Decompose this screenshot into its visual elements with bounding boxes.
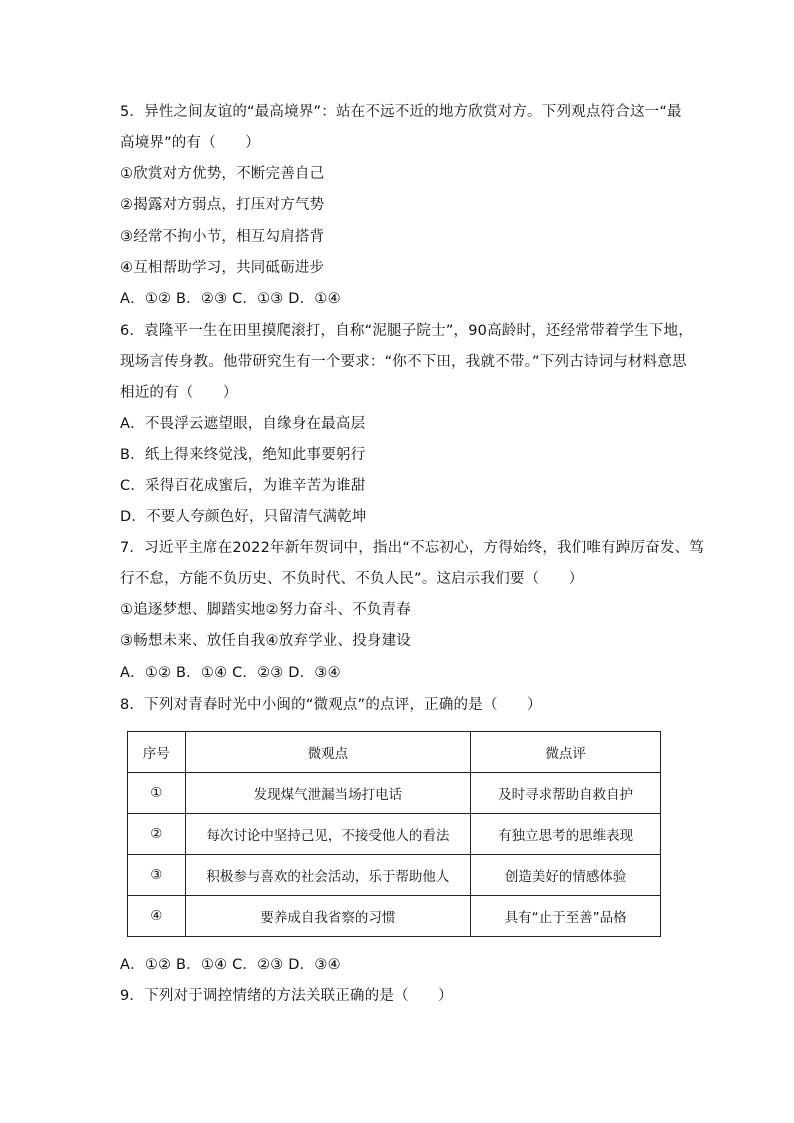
q6-option-c: C．采得百花成蜜后，为谁辛苦为谁甜 [120,478,366,494]
row-comment: 有独立思考的思维表现 [471,814,661,855]
row-comment: 创造美好的情感体验 [471,855,661,896]
q6-option-b: B．纸上得来终觉浅，绝知此事要躬行 [120,447,366,463]
q6-stem-line3: 相近的有（ ） [120,385,238,401]
row-viewpoint: 发现煤气泄漏当场打电话 [185,773,471,814]
table-row [128,773,661,814]
table-row [128,814,661,855]
q8-options: A．①② B．①④ C．②③ D．③④ [120,957,341,973]
q5-item-1: ①欣赏对方优势，不断完善自己 [120,166,325,182]
row-index: ③ [128,855,186,896]
row-comment: 及时寻求帮助自救自护 [471,773,661,814]
q5-item-4: ④互相帮助学习，共同砥砺进步 [120,260,325,276]
q6-option-a: A．不畏浮云遮望眼，自缘身在最高层 [120,416,366,432]
q6-stem-line2: 现场言传身教。他带研究生有一个要求：“你不下田，我就不带。”下列古诗词与材料意思 [120,354,687,370]
row-index: ② [128,814,186,855]
row-index: ④ [128,896,186,937]
q5-options: A．①② B．②③ C．①③ D．①④ [120,291,341,307]
header-index: 序号 [128,732,186,773]
q7-stem-line1: 7．习近平主席在2022年新年贺词中，指出“不忘初心，方得始终，我们唯有踔厉奋发、笃 [120,540,705,556]
row-viewpoint: 积极参与喜欢的社会活动，乐于帮助他人 [185,855,471,896]
q6-stem-line1: 6．袁隆平一生在田里摸爬滚打，自称“泥腿子院士”，90高龄时，还经常带着学生下地， [120,323,693,339]
row-index: ① [128,773,186,814]
header-viewpoint: 微观点 [185,732,471,773]
q9-stem: 9．下列对于调控情绪的方法关联正确的是（ ） [120,988,453,1004]
q5-stem-line1: 5．异性之间友谊的“最高境界”：站在不远不近的地方欣赏对方。下列观点符合这一“最 [120,104,682,120]
q8-table [127,731,661,937]
table-row [128,855,661,896]
table-header-row [128,732,661,773]
header-comment: 微点评 [471,732,661,773]
q6-option-d: D．不要人夸颜色好，只留清气满乾坤 [120,509,367,525]
row-viewpoint: 每次讨论中坚持己见，不接受他人的看法 [185,814,471,855]
table-row [128,896,661,937]
q7-item-1: ①追逐梦想、脚踏实地②努力奋斗、不负青春 [120,602,411,618]
q5-item-2: ②揭露对方弱点，打压对方气势 [120,197,325,213]
q8-stem: 8．下列对青春时光中小闽的“微观点”的点评，正确的是（ ） [120,697,542,713]
q5-item-3: ③经常不拘小节，相互勾肩搭背 [120,229,325,245]
q7-options: A．①② B．①④ C．②③ D．③④ [120,665,341,681]
row-comment: 具有“止于至善”品格 [471,896,661,937]
q5-stem-line2: 高境界”的有（ ） [120,135,261,151]
q7-stem-line2: 行不怠，方能不负历史、不负时代、不负人民”。这启示我们要（ ） [120,571,584,587]
row-viewpoint: 要养成自我省察的习惯 [185,896,471,937]
q7-item-2: ③畅想未来、放任自我④放弃学业、投身建设 [120,633,411,649]
